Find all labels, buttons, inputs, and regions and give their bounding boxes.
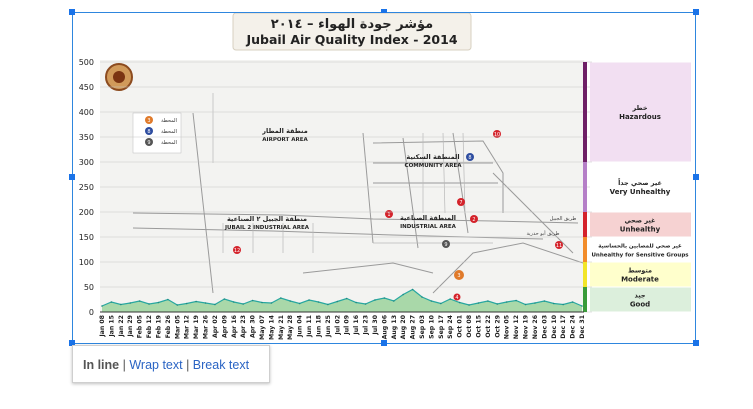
data-point xyxy=(167,299,169,301)
x-tick-label: Apr 23 xyxy=(240,315,248,339)
title-banner xyxy=(233,13,471,50)
x-tick-label: Oct 01 xyxy=(456,315,464,338)
data-point xyxy=(449,298,451,300)
x-tick-label: Jul 09 xyxy=(343,315,351,335)
air-quality-image[interactable] xyxy=(73,13,695,343)
category-label-en: Unhealthy for Sensitive Groups xyxy=(591,252,689,259)
y-tick-label: 0 xyxy=(88,308,94,317)
x-tick-label: Apr 02 xyxy=(211,315,219,339)
data-point xyxy=(299,303,301,305)
area-label-airport-en: AIRPORT AREA xyxy=(262,137,308,143)
x-tick-label: Oct 08 xyxy=(466,315,474,338)
data-point xyxy=(101,305,103,307)
data-point xyxy=(252,300,254,302)
svg-text:3: 3 xyxy=(457,273,461,279)
x-tick-label: Dec 31 xyxy=(579,315,586,339)
area-label-community-en: COMMUNITY AREA xyxy=(404,163,462,169)
category-label-ar: جيد xyxy=(634,291,646,300)
x-tick-label: Mar 19 xyxy=(193,315,201,340)
x-tick-label: Jul 02 xyxy=(334,315,342,335)
data-point xyxy=(289,300,291,302)
data-point xyxy=(553,303,555,305)
data-point xyxy=(412,289,414,291)
y-tick-label: 50 xyxy=(83,283,94,292)
data-point xyxy=(421,296,423,298)
x-tick-label: Aug 20 xyxy=(400,315,408,340)
svg-text:9: 9 xyxy=(147,140,151,146)
data-point xyxy=(186,303,188,305)
svg-text:11: 11 xyxy=(555,243,563,249)
x-tick-label: Jun 04 xyxy=(296,315,304,337)
area-label-jubail2-en: JUBAIL 2 INDUSTRIAL AREA xyxy=(224,225,310,231)
x-tick-label: Oct 15 xyxy=(475,315,483,338)
x-tick-label: Sep 10 xyxy=(428,315,436,339)
data-point xyxy=(308,299,310,301)
x-tick-label: Aug 06 xyxy=(381,315,389,340)
category-label-ar: غير صحي جداً xyxy=(618,179,662,187)
data-point xyxy=(158,302,160,304)
svg-text:8: 8 xyxy=(147,129,151,135)
y-tick-label: 150 xyxy=(78,233,94,242)
x-tick-label: Aug 13 xyxy=(390,315,398,340)
road-label-1: طريق الجبيل xyxy=(549,216,577,222)
x-tick-label: Jun 18 xyxy=(315,315,323,337)
data-point xyxy=(440,303,442,305)
option-separator: | xyxy=(182,358,193,372)
category-color-bar xyxy=(583,237,587,262)
x-tick-label: Jan 22 xyxy=(117,315,125,337)
x-tick-label: Jan 15 xyxy=(108,315,116,337)
data-point xyxy=(346,298,348,300)
x-tick-label: May 07 xyxy=(259,315,266,340)
area-label-industrial-ar: المنطقة الصناعية xyxy=(399,214,457,222)
svg-text:9: 9 xyxy=(444,242,448,248)
data-point xyxy=(280,297,282,299)
x-tick-label: Sep 03 xyxy=(419,315,426,339)
category-color-bar xyxy=(583,287,587,312)
category-label-ar: خطر xyxy=(632,104,648,112)
category-band xyxy=(590,163,691,212)
x-tick-label: Nov 19 xyxy=(522,315,530,340)
x-tick-label: Jun 11 xyxy=(306,315,314,337)
category-color-bar xyxy=(583,212,587,237)
x-tick-label: Mar 12 xyxy=(183,315,191,340)
category-label-en: Hazardous xyxy=(619,113,661,121)
data-point xyxy=(111,301,113,303)
map-legend xyxy=(133,113,181,153)
svg-text:7: 7 xyxy=(459,200,463,206)
x-tick-label: Nov 12 xyxy=(513,315,521,340)
break-text-option[interactable]: Break text xyxy=(192,358,250,372)
svg-text:2: 2 xyxy=(472,217,476,223)
data-point xyxy=(393,300,395,302)
x-tick-label: May 28 xyxy=(287,315,295,340)
data-point xyxy=(431,300,433,302)
area-label-jubail2-ar: منطقة الجبيل ٢ الصناعية xyxy=(226,215,308,223)
x-tick-label: Dec 03 xyxy=(541,315,549,339)
svg-text:10: 10 xyxy=(493,132,501,138)
data-point xyxy=(459,302,461,304)
svg-text:المحطة: المحطة xyxy=(161,140,177,146)
data-point xyxy=(214,304,216,306)
x-tick-label: Jul 16 xyxy=(353,315,361,335)
x-tick-label: Jun 25 xyxy=(324,315,332,337)
svg-text:المحطة: المحطة xyxy=(161,118,177,124)
data-point xyxy=(365,303,367,305)
data-point xyxy=(487,300,489,302)
title-english: Jubail Air Quality Index - 2014 xyxy=(246,32,458,47)
x-axis-labels xyxy=(99,314,586,340)
x-tick-label: Nov 05 xyxy=(503,315,511,340)
svg-text:12: 12 xyxy=(233,248,241,254)
x-tick-label: Mar 05 xyxy=(174,315,182,340)
category-band xyxy=(590,63,691,162)
category-label-en: Moderate xyxy=(621,275,659,284)
data-point xyxy=(374,299,376,301)
data-point xyxy=(261,302,263,304)
category-label-ar: غير صحي xyxy=(624,216,656,225)
data-point xyxy=(581,305,583,307)
data-point xyxy=(271,302,273,304)
x-tick-label: Sep 17 xyxy=(437,315,445,339)
area-label-community-ar: المنطقة السكنية xyxy=(406,153,460,161)
x-tick-label: Sep 24 xyxy=(447,315,455,339)
data-point xyxy=(478,302,480,304)
y-tick-label: 500 xyxy=(78,58,94,67)
data-point xyxy=(336,301,338,303)
x-tick-label: Nov 26 xyxy=(531,315,539,340)
category-label-en: Very Unhealthy xyxy=(609,188,671,196)
category-color-bar xyxy=(583,262,587,287)
svg-text:8: 8 xyxy=(468,155,472,161)
x-tick-label: Jan 08 xyxy=(99,315,106,337)
x-tick-label: Jul 23 xyxy=(362,315,370,335)
svg-text:4: 4 xyxy=(455,295,459,301)
data-point xyxy=(327,304,329,306)
data-point xyxy=(544,300,546,302)
x-tick-label: Oct 29 xyxy=(494,315,502,338)
area-label-airport-ar: منطقة المطار xyxy=(262,127,308,135)
data-point xyxy=(148,303,150,305)
road-label-2: طريق أبو حدرية xyxy=(526,231,560,237)
data-point xyxy=(384,297,386,299)
data-point xyxy=(468,304,470,306)
data-point xyxy=(506,301,508,303)
x-tick-label: Oct 22 xyxy=(484,315,492,338)
x-tick-label: Apr 16 xyxy=(230,315,238,339)
y-tick-label: 300 xyxy=(78,158,94,167)
data-point xyxy=(572,301,574,303)
y-tick-label: 350 xyxy=(78,133,94,142)
category-color-bar xyxy=(583,62,587,162)
x-tick-label: Jan 29 xyxy=(127,315,135,337)
option-separator: | xyxy=(119,358,130,372)
title-arabic: مؤشر جودة الهواء – ٢٠١٤ xyxy=(270,17,434,32)
data-point xyxy=(205,302,207,304)
y-tick-label: 100 xyxy=(78,258,94,267)
category-label-en: Unhealthy xyxy=(619,225,661,234)
wrap-text-option[interactable]: Wrap text xyxy=(129,358,183,372)
data-point xyxy=(534,302,536,304)
x-tick-label: May 21 xyxy=(277,315,285,340)
x-tick-label: Dec 24 xyxy=(569,315,577,339)
data-point xyxy=(195,301,197,303)
svg-text:1: 1 xyxy=(387,212,391,218)
data-point xyxy=(402,294,404,296)
svg-text:المحطة: المحطة xyxy=(161,129,177,135)
inline-option[interactable]: In line xyxy=(83,358,120,372)
x-tick-label: Feb 26 xyxy=(164,315,172,339)
data-point xyxy=(318,301,320,303)
y-tick-label: 200 xyxy=(78,208,94,217)
x-tick-label: Feb 12 xyxy=(146,315,154,339)
aqi-category-legend xyxy=(583,62,691,312)
data-point xyxy=(233,301,235,303)
x-tick-label: Dec 10 xyxy=(550,315,558,339)
data-point xyxy=(176,304,178,306)
x-tick-label: Mar 26 xyxy=(202,315,210,340)
x-tick-label: Dec 17 xyxy=(560,315,568,339)
x-tick-label: Apr 09 xyxy=(221,315,229,339)
data-point xyxy=(242,303,244,305)
data-point xyxy=(525,304,527,306)
category-label-ar: غير صحي للمصابين بالحساسية xyxy=(598,243,682,250)
data-point xyxy=(120,304,122,306)
area-label-industrial-en: INDUSTRIAL AREA xyxy=(400,224,456,230)
y-tick-label: 250 xyxy=(78,183,94,192)
image-layout-popup xyxy=(72,345,270,383)
data-point xyxy=(515,300,517,302)
map-background xyxy=(100,60,584,312)
x-tick-label: Aug 27 xyxy=(409,315,417,340)
category-label-ar: متوسط xyxy=(627,266,653,275)
svg-text:3: 3 xyxy=(147,118,151,124)
data-point xyxy=(562,304,564,306)
y-tick-label: 400 xyxy=(78,108,94,117)
data-point xyxy=(139,300,141,302)
x-tick-label: Apr 30 xyxy=(249,315,257,339)
category-color-bar xyxy=(583,162,587,212)
data-point xyxy=(355,302,357,304)
data-point xyxy=(224,298,226,300)
x-tick-label: Feb 19 xyxy=(155,315,163,339)
category-label-en: Good xyxy=(629,300,651,309)
data-point xyxy=(129,302,131,304)
y-tick-label: 450 xyxy=(78,83,94,92)
x-tick-label: Jul 30 xyxy=(371,315,379,335)
x-tick-label: May 14 xyxy=(268,315,276,340)
data-point xyxy=(496,303,498,305)
x-tick-label: Feb 05 xyxy=(136,315,144,339)
